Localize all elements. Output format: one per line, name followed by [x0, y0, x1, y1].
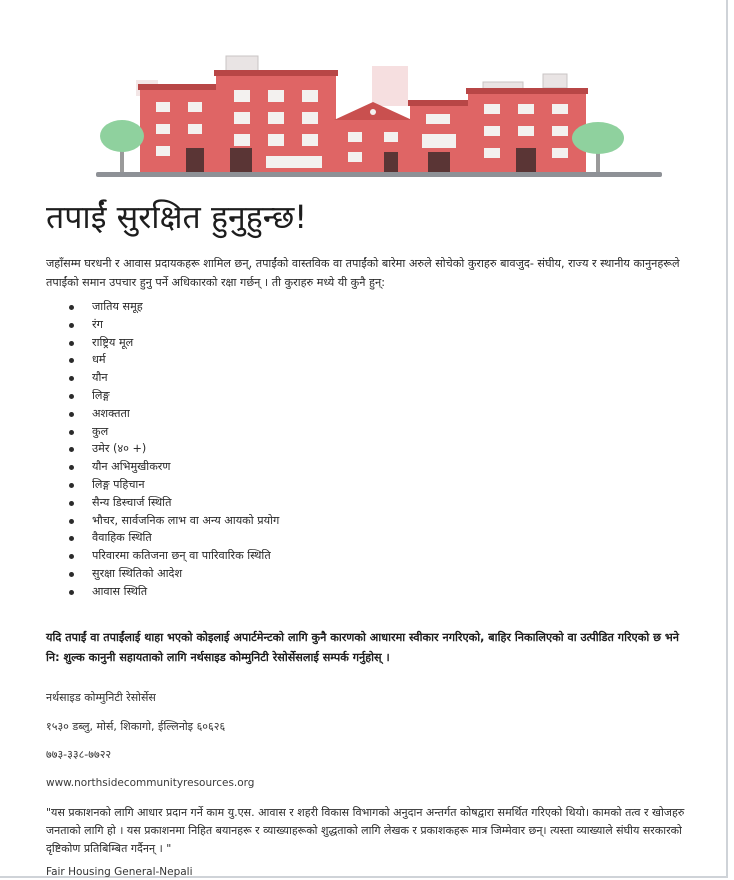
document-footer: Fair Housing General-Nepali — [46, 866, 193, 878]
organization-phone: ७७३-३३८-७७२२ — [46, 748, 112, 761]
list-item: परिवारमा कतिजना छन् वा पारिवारिक स्थिति — [66, 547, 279, 565]
city-buildings-illustration — [96, 48, 662, 186]
list-item: भौचर, सार्वजनिक लाभ वा अन्य आयको प्रयोग — [66, 512, 279, 530]
page-title: तपाईं सुरक्षित हुनुहुन्छ! — [46, 198, 308, 236]
list-item: सुरक्षा स्थितिको आदेश — [66, 565, 279, 583]
building-middle — [334, 102, 412, 172]
list-item: वैवाहिक स्थिति — [66, 529, 279, 547]
list-item: यौन अभिमुखीकरण — [66, 458, 279, 476]
sky-accent — [372, 66, 408, 106]
building-left — [138, 84, 222, 172]
list-item: सैन्य डिस्चार्ज स्थिति — [66, 494, 279, 512]
list-item: कुल — [66, 423, 279, 441]
list-item: यौन — [66, 369, 279, 387]
intro-paragraph: जहाँसम्म घरधनी र आवास प्रदायकहरू शामिल छन्, तपाईंको वास्तविक वा तपाईंको बारेमा अरुले सोचेको कुराहरु बावजुद- संघीय, राज्य र स्थानीय कानुनहरूले तपाईंको समान उपचार हुनु पर्ने अधिकारको रक्षा गर्छन् । ती कुराहरु मध्ये यी कुनै हुन्: — [46, 257, 680, 289]
organization-address: १५३० डब्लु, मोर्स, शिकागो, ईल्लिनोइ ६०६२६ — [46, 720, 226, 733]
list-item: लिङ्ग पहिचान — [66, 476, 279, 494]
organization-website: www.northsidecommunityresources.org — [46, 777, 255, 789]
ground-line — [96, 172, 662, 177]
list-item: अशक्तता — [66, 405, 279, 423]
list-item: रंग — [66, 316, 279, 334]
call-to-action: यदि तपाईं वा तपाईंलाई थाहा भएको कोइलाई अपार्टमेन्टको लागि कुनै कारणको आधारमा स्वीकार नगरिएको, बाहिर निकालिएको वा उत्पीडित गरिएको छ भने नि: शुल्क कानुनी सहायताको लागि नर्थसाइड कोम्मुनिटी रेसोर्सेसलाई सम्पर्क गर्नुहोस् । — [46, 631, 679, 664]
list-item: आवास स्थिति — [66, 583, 279, 601]
list-item: उमेर (४० +) — [66, 440, 279, 458]
tree-left-icon — [100, 120, 144, 172]
protected-classes-list — [66, 298, 279, 601]
building-right — [466, 88, 588, 172]
building-center-right — [408, 100, 470, 172]
list-item: जातिय समूह — [66, 298, 279, 316]
building-tall — [214, 70, 338, 172]
list-item: राष्ट्रिय मूल — [66, 334, 279, 352]
disclaimer: "यस प्रकाशनको लागि आधार प्रदान गर्ने काम यु.एस. आवास र शहरी विकास विभागको अनुदान अन्तर्गत कोषद्वारा समर्थित गरिएको थियो। कामको तत्व र खोजहरु जनताको लागि हो । यस प्रकाशनमा निहित बयानहरू र व्याख्याहरूको शुद्धताको लागि लेखक र प्रकाशकहरू मात्र जिम्मेवार छन्। त्यस्ता व्याख्याले संघीय सरकारको दृष्टिकोण प्रतिबिम्बित गर्दैनन् । " — [46, 806, 685, 855]
organization-name: नर्थसाइड कोम्मुनिटी रेसोर्सेस — [46, 691, 156, 704]
list-item: लिङ्ग — [66, 387, 279, 405]
rooftop-unit — [226, 56, 258, 72]
list-item: धर्म — [66, 351, 279, 369]
rooftop-unit — [543, 74, 567, 88]
